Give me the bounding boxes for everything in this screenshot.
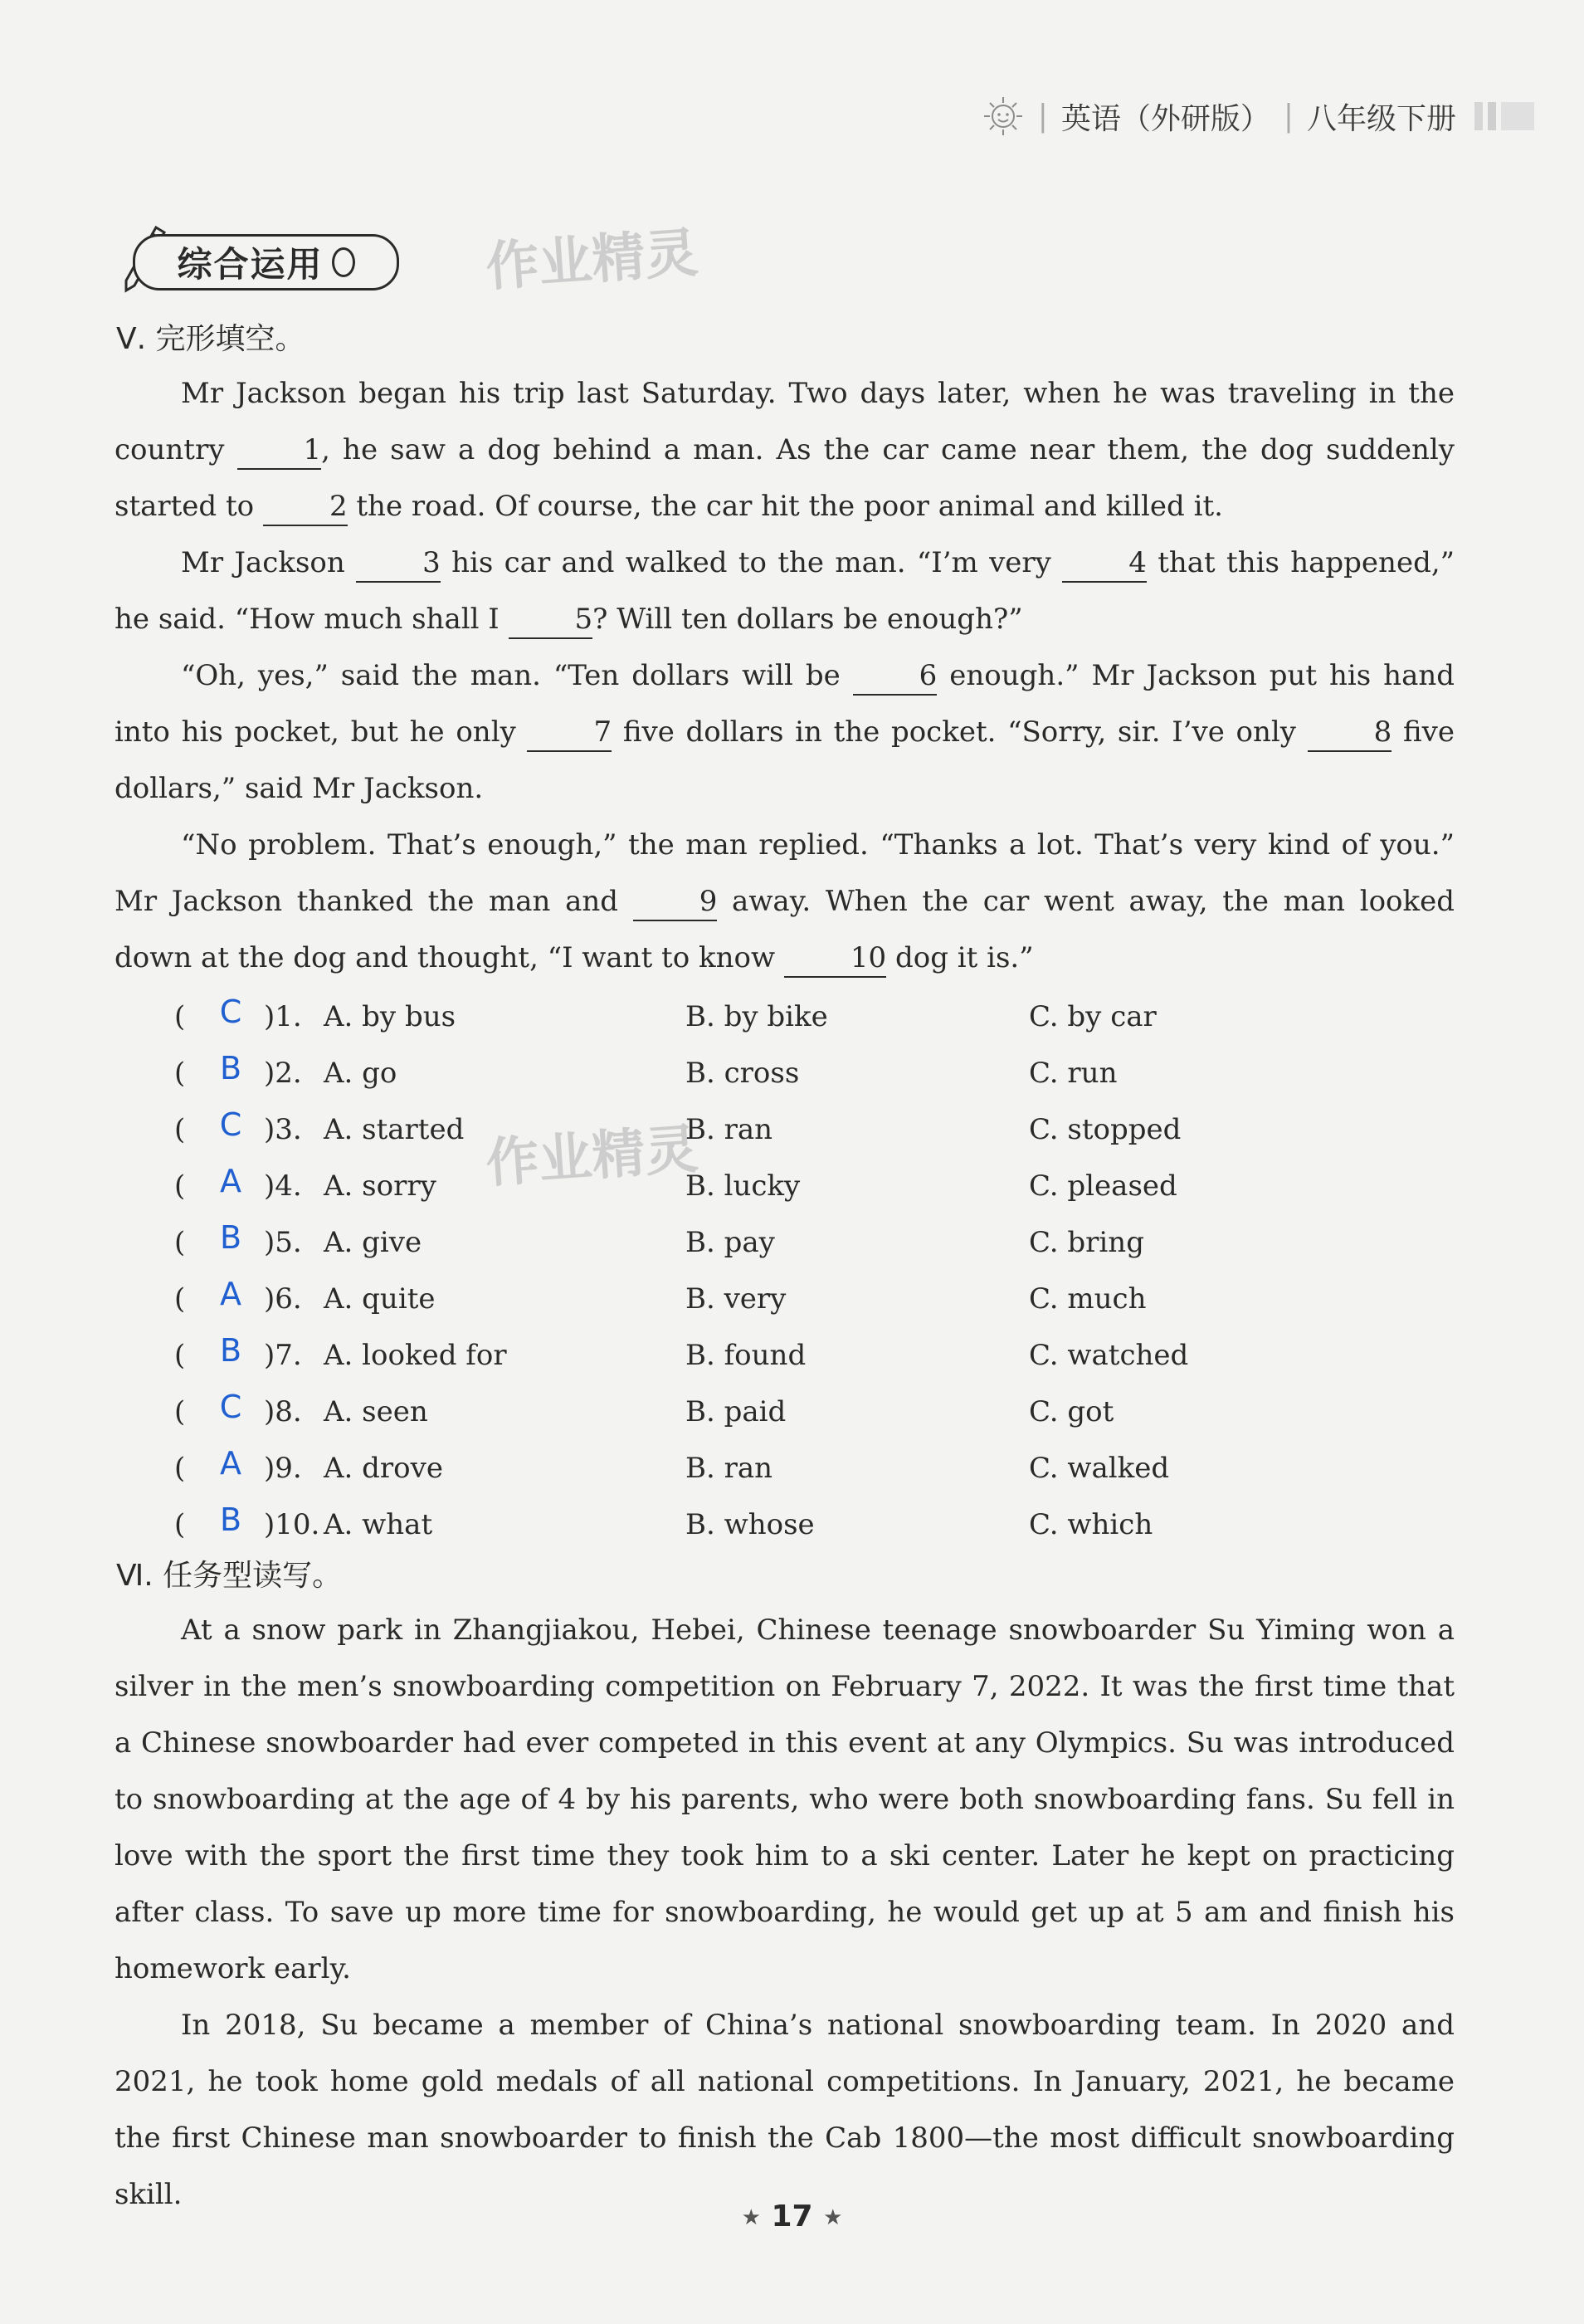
blank-3: 3 bbox=[356, 544, 441, 583]
option-a: A. give bbox=[324, 1226, 422, 1259]
section-badge bbox=[116, 224, 402, 295]
question-number: )1. bbox=[264, 1000, 302, 1033]
answer-paren: ( bbox=[174, 1339, 186, 1372]
question-number: )6. bbox=[264, 1282, 302, 1316]
option-a: A. sorry bbox=[324, 1169, 436, 1203]
cloze-paragraph-2 bbox=[115, 535, 1455, 647]
blank-2: 2 bbox=[263, 488, 348, 526]
question-row bbox=[174, 1330, 1419, 1387]
page-number: 17 bbox=[771, 2200, 813, 2234]
section-badge-box bbox=[133, 234, 399, 290]
answer-paren: ( bbox=[174, 1452, 186, 1485]
answer-paren: ( bbox=[174, 1113, 186, 1146]
answer-letter: C bbox=[219, 994, 242, 1030]
option-b: B. ran bbox=[685, 1113, 773, 1146]
option-a: A. by bus bbox=[324, 1000, 456, 1033]
option-c: C. got bbox=[1029, 1395, 1114, 1428]
option-b: B. ran bbox=[685, 1452, 773, 1485]
text-span: “Oh, yes,” said the man. “Ten dollars will be bbox=[181, 659, 841, 692]
cloze-paragraph-4 bbox=[115, 817, 1455, 986]
text-span: “No problem. That’s enough,” the man replied. “Thanks a lot. That’s very kind of you.” Mr Jackson thanked the man and bbox=[115, 828, 1455, 918]
header-grade: 八年级下册 bbox=[1306, 101, 1456, 136]
option-c: C. by car bbox=[1029, 1000, 1157, 1033]
answer-letter: A bbox=[220, 1445, 241, 1482]
blank-6: 6 bbox=[853, 657, 938, 696]
blank-1: 1 bbox=[237, 432, 322, 470]
question-row bbox=[174, 992, 1419, 1048]
option-b: B. by bike bbox=[685, 1000, 828, 1033]
blank-5: 5 bbox=[509, 601, 593, 639]
text-span: dog it is.” bbox=[894, 941, 1034, 974]
option-a: A. what bbox=[324, 1508, 433, 1541]
text-span: five dollars,” said Mr Jackson. bbox=[115, 715, 1455, 805]
question-number: )3. bbox=[264, 1113, 302, 1146]
reading-paragraph-1: At a snow park in Zhangjiakou, Hebei, Chinese teenage snowboarder Su Yiming won a silver in the men’s snowboarding competition on February 7, 2022. It was the first time that a Chinese snowboarder had ever competed in this event at any Olympics. Su was introduced to snowboarding at the age of 4 by his parents, who were both snowboarding fans. Su fell in love with the sport the first time they took him to a ski center. Later he kept on practicing after class. To save up more time for snowboarding, he would get up at 5 am and finish his homework early. bbox=[115, 1614, 1455, 1985]
option-b: B. found bbox=[685, 1339, 807, 1372]
header-decoration bbox=[1474, 102, 1534, 130]
text-span: five dollars in the pocket. “Sorry, sir. I’ve only bbox=[622, 715, 1296, 749]
header-divider: | bbox=[1037, 99, 1048, 134]
text-span: enough.” Mr Jackson put his hand into his pocket, but he only bbox=[115, 659, 1455, 749]
text-span: that this happened,” he said. “How much shall I bbox=[115, 546, 1455, 636]
option-c: C. stopped bbox=[1029, 1113, 1182, 1146]
text-span: Mr Jackson bbox=[181, 546, 345, 579]
header-subject: 英语（外研版） bbox=[1060, 101, 1270, 136]
blank-9: 9 bbox=[633, 883, 718, 921]
question-number: )5. bbox=[264, 1226, 302, 1259]
text-span: Mr Jackson began his trip last Saturday. Two days later, when he was traveling in the country bbox=[115, 377, 1455, 466]
option-c: C. run bbox=[1029, 1057, 1118, 1090]
cloze-paragraph-1 bbox=[115, 365, 1455, 535]
answer-paren: ( bbox=[174, 1057, 186, 1090]
question-row bbox=[174, 1218, 1419, 1274]
blank-4: 4 bbox=[1062, 544, 1147, 583]
option-c: C. watched bbox=[1029, 1339, 1189, 1372]
page-footer bbox=[0, 2200, 1584, 2234]
option-c: C. walked bbox=[1029, 1452, 1170, 1485]
answer-paren: ( bbox=[174, 1169, 186, 1203]
star-icon: ★ bbox=[823, 2205, 843, 2230]
text-span: away. When the car went away, the man looked down at the dog and thought, “I want to know bbox=[115, 885, 1455, 974]
question-number: )8. bbox=[264, 1395, 302, 1428]
option-b: B. pay bbox=[685, 1226, 775, 1259]
option-b: B. paid bbox=[685, 1395, 787, 1428]
answer-letter: B bbox=[219, 1219, 242, 1256]
ring-icon bbox=[332, 247, 355, 277]
option-c: C. much bbox=[1029, 1282, 1147, 1316]
blank-8: 8 bbox=[1308, 714, 1392, 752]
section5-title: Ⅴ. 完形填空。 bbox=[116, 322, 305, 356]
option-a: A. quite bbox=[324, 1282, 436, 1316]
question-row bbox=[174, 1274, 1419, 1330]
option-b: B. whose bbox=[685, 1508, 815, 1541]
blank-10: 10 bbox=[784, 940, 886, 978]
question-number: )2. bbox=[264, 1057, 302, 1090]
question-number: )9. bbox=[264, 1452, 302, 1485]
option-b: B. very bbox=[685, 1282, 787, 1316]
answer-letter: A bbox=[220, 1276, 241, 1312]
option-c: C. pleased bbox=[1029, 1169, 1177, 1203]
page-header bbox=[982, 83, 1534, 149]
question-row bbox=[174, 1387, 1419, 1443]
option-a: A. started bbox=[324, 1113, 465, 1146]
answer-letter: C bbox=[219, 1106, 242, 1143]
answer-letter: B bbox=[219, 1332, 242, 1369]
answer-letter: B bbox=[219, 1050, 242, 1086]
question-row bbox=[174, 1500, 1419, 1556]
reading-passage bbox=[115, 1602, 1455, 2223]
sun-face-icon bbox=[982, 95, 1025, 138]
reading-paragraph-2: In 2018, Su became a member of China’s national snowboarding team. In 2020 and 2021, he took home gold medals of all national competitions. In January, 2021, he became the first Chinese man snowboarder to finish the Cab 1800—the most difficult snowboarding skill. bbox=[115, 2009, 1455, 2211]
answer-paren: ( bbox=[174, 1000, 186, 1033]
answer-paren: ( bbox=[174, 1508, 186, 1541]
question-row bbox=[174, 1161, 1419, 1218]
answer-letter: B bbox=[219, 1501, 242, 1538]
option-c: C. which bbox=[1029, 1508, 1153, 1541]
answer-letter: C bbox=[219, 1389, 242, 1425]
question-number: )7. bbox=[264, 1339, 302, 1372]
cloze-paragraph-3 bbox=[115, 647, 1455, 817]
blank-7: 7 bbox=[527, 714, 612, 752]
answer-paren: ( bbox=[174, 1226, 186, 1259]
option-c: C. bring bbox=[1029, 1226, 1144, 1259]
text-span: ? Will ten dollars be enough?” bbox=[592, 603, 1023, 636]
option-a: A. looked for bbox=[324, 1339, 507, 1372]
option-b: B. cross bbox=[685, 1057, 800, 1090]
section6-title: Ⅵ. 任务型读写。 bbox=[116, 1559, 343, 1593]
question-row bbox=[174, 1443, 1419, 1500]
answer-letter: A bbox=[220, 1163, 241, 1199]
option-a: A. seen bbox=[324, 1395, 428, 1428]
watermark: 作业精灵 bbox=[484, 1119, 700, 1195]
answer-paren: ( bbox=[174, 1395, 186, 1428]
star-icon: ★ bbox=[741, 2205, 761, 2230]
watermark: 作业精灵 bbox=[484, 222, 700, 299]
question-row bbox=[174, 1048, 1419, 1105]
choice-list bbox=[174, 992, 1419, 1556]
text-span: the road. Of course, the car hit the poor animal and killed it. bbox=[356, 490, 1223, 523]
answer-paren: ( bbox=[174, 1282, 186, 1316]
question-number: )4. bbox=[264, 1169, 302, 1203]
text-span: his car and walked to the man. “I’m very bbox=[451, 546, 1051, 579]
section-badge-label: 综合运用 bbox=[177, 244, 324, 285]
question-row bbox=[174, 1105, 1419, 1161]
cloze-passage bbox=[115, 365, 1455, 986]
header-divider: | bbox=[1283, 99, 1294, 134]
text-span: , he saw a dog behind a man. As the car came near them, the dog suddenly started to bbox=[115, 433, 1455, 523]
option-a: A. go bbox=[324, 1057, 397, 1090]
question-number: )10. bbox=[264, 1508, 320, 1541]
option-a: A. drove bbox=[324, 1452, 443, 1485]
option-b: B. lucky bbox=[685, 1169, 801, 1203]
